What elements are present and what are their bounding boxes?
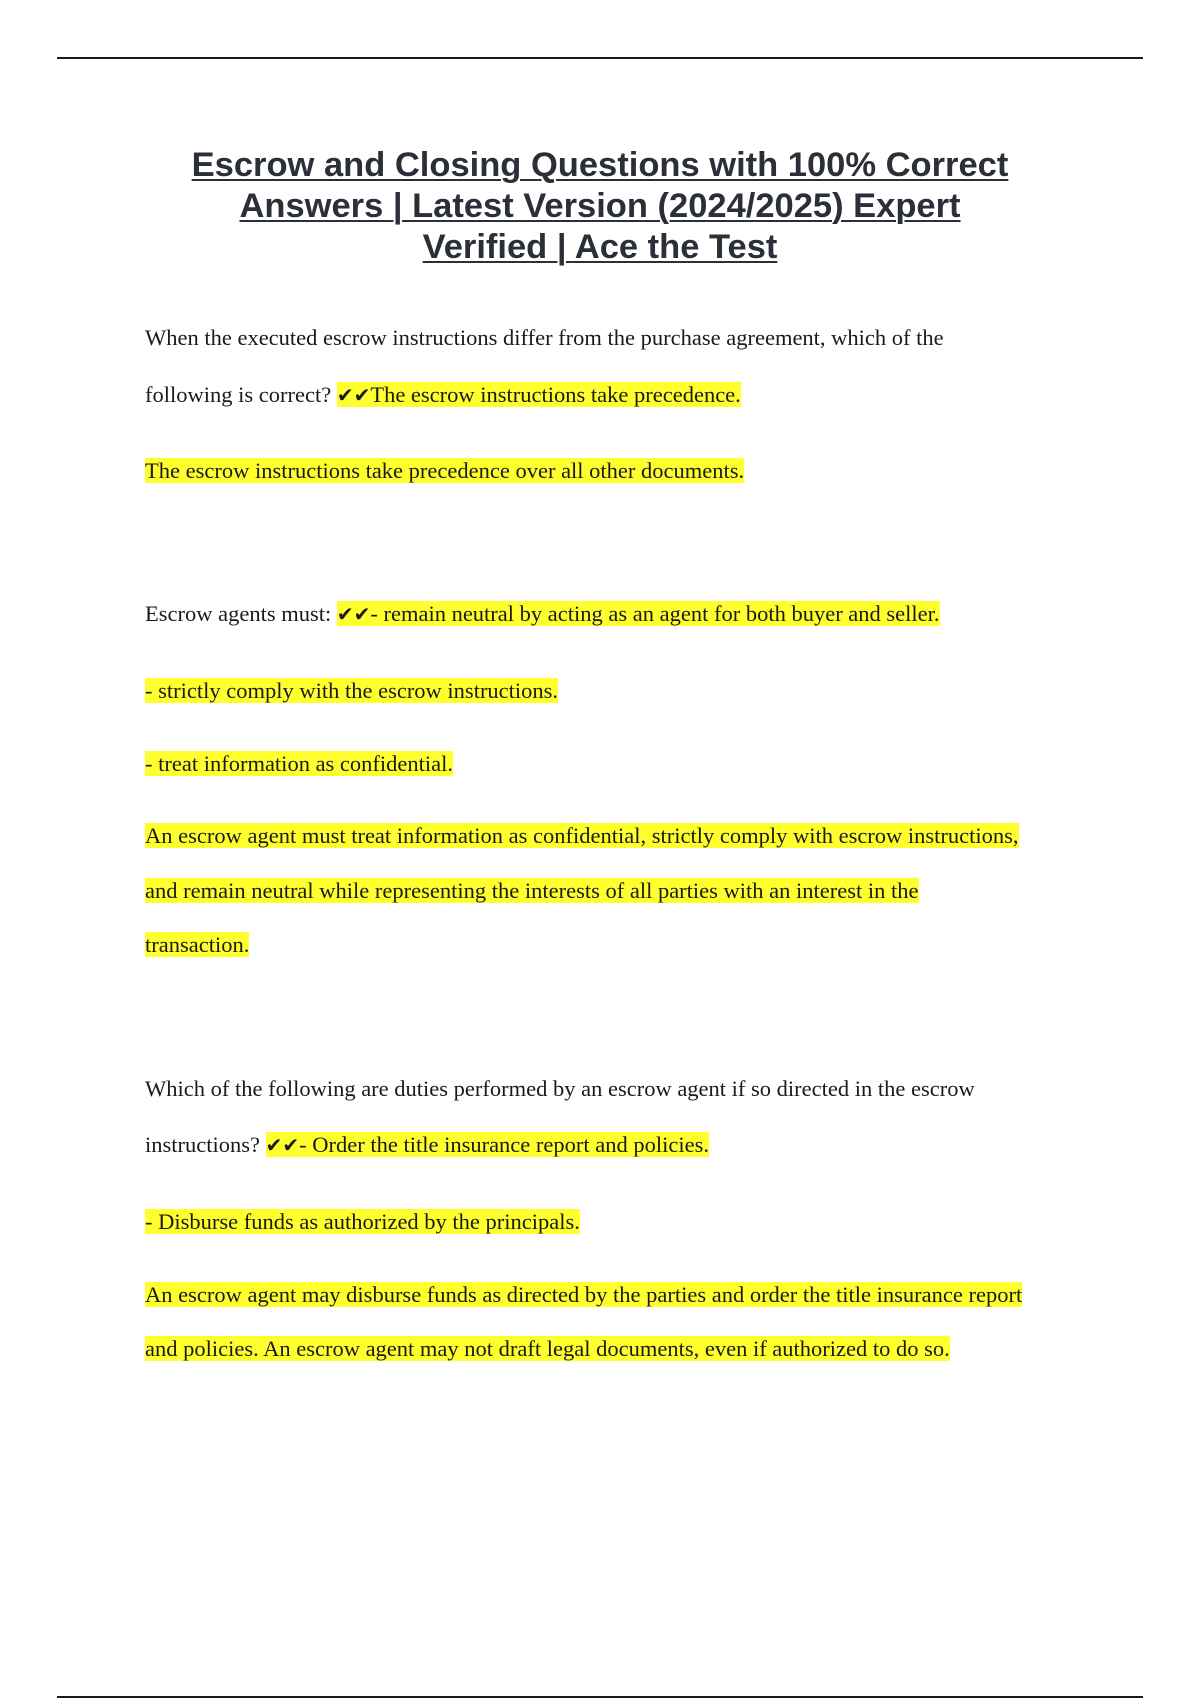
- title-line-2: Answers | Latest Version (2024/2025) Expert: [239, 187, 961, 225]
- check-mark-icon: ✔✔: [336, 602, 371, 626]
- q2-explanation-line: [145, 821, 1019, 851]
- check-mark-icon: ✔✔: [265, 1133, 300, 1157]
- q1-explanation-text: The escrow instructions take precedence over all other documents.: [145, 458, 745, 483]
- q2-explanation-line: [145, 876, 919, 906]
- q3-question-line-2: [145, 1130, 709, 1160]
- q3-explanation-line: [145, 1334, 950, 1364]
- document-title: [100, 145, 1100, 268]
- q2-explanation-line-3: transaction.: [145, 932, 250, 957]
- q2-answer-highlight: [337, 601, 940, 626]
- q3-answer-text: - Order the title insurance report and policies.: [299, 1132, 709, 1157]
- bottom-rule: [57, 1696, 1143, 1698]
- q3-explanation-line-1: An escrow agent may disburse funds as directed by the parties and order the title insurance report: [145, 1282, 1023, 1307]
- top-rule: [57, 57, 1143, 59]
- q3-answer-item-1: - Disburse funds as authorized by the principals.: [145, 1209, 580, 1234]
- q2-answer-text: - remain neutral by acting as an agent for both buyer and seller.: [370, 601, 940, 626]
- title-line-3: Verified | Ace the Test: [422, 228, 778, 266]
- q2-question-line: [145, 599, 940, 629]
- q1-answer-highlight: [337, 382, 741, 407]
- q1-question-line-1: When the executed escrow instructions differ from the purchase agreement, which of the: [145, 325, 944, 350]
- q2-answer-item: [145, 749, 453, 779]
- q1-answer-text: The escrow instructions take precedence.: [370, 382, 741, 407]
- q3-question-line-1: Which of the following are duties performed by an escrow agent if so directed in the escrow: [145, 1076, 975, 1101]
- q3-explanation-line: [145, 1280, 1022, 1310]
- q1-question-line-2: [145, 380, 741, 410]
- q2-explanation-line: [145, 930, 249, 960]
- q3-explanation-line-2: and policies. An escrow agent may not draft legal documents, even if authorized to do so.: [145, 1336, 950, 1361]
- q2-answer-item: [145, 676, 558, 706]
- q2-question-text: Escrow agents must:: [145, 601, 332, 626]
- q3-question-text: instructions?: [145, 1132, 260, 1157]
- q1-explanation: [145, 456, 744, 486]
- q1-question-text: following is correct?: [145, 382, 332, 407]
- q3-answer-highlight: [266, 1132, 709, 1157]
- q2-explanation-line-2: and remain neutral while representing the interests of all parties with an interest in the: [145, 878, 919, 903]
- check-mark-icon: ✔✔: [336, 383, 371, 407]
- q2-answer-item-2: - treat information as confidential.: [145, 751, 454, 776]
- q2-explanation-line-1: An escrow agent must treat information as confidential, strictly comply with escrow instructions,: [145, 823, 1019, 848]
- title-line-1: Escrow and Closing Questions with 100% Correct: [191, 146, 1009, 184]
- q2-answer-item-1: - strictly comply with the escrow instructions.: [145, 678, 559, 703]
- q3-answer-item: [145, 1207, 580, 1237]
